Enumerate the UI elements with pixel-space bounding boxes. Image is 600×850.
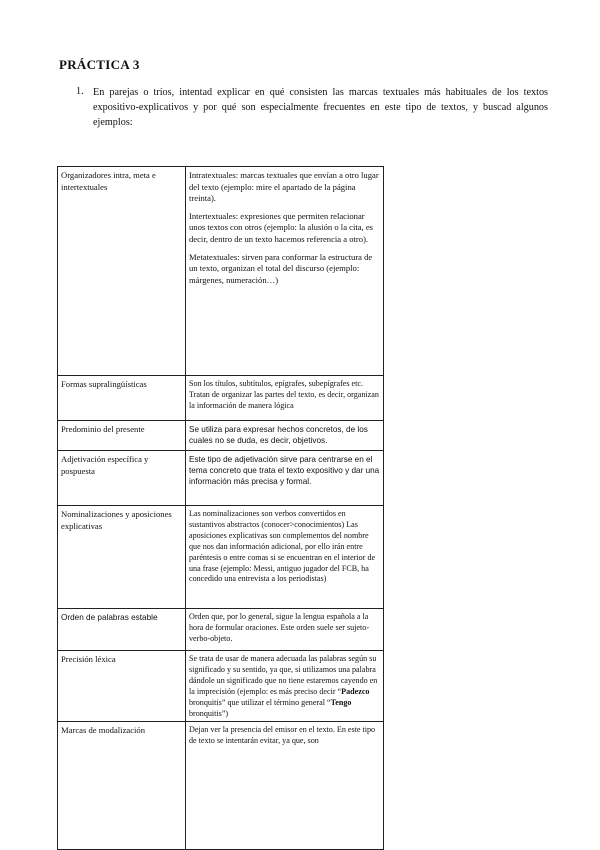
marks-table [57, 166, 384, 850]
table-row [58, 376, 384, 421]
term-cell: Formas supralingüísticas [58, 376, 186, 421]
definition-cell: Son los títulos, subtítulos, epígrafes, subepígrafes etc. Tratan de organizar las partes del texto, es decir, organizan la información de manera lógica [186, 376, 384, 421]
definition-cell: Se utiliza para expresar hechos concretos, de los cuales no se duda, es decir, objetivos. [186, 421, 384, 451]
definition-paragraph: Metatextuales: sirven para conformar la estructura de un texto, organizan el total del discurso (ejemplo: márgenes, numeración…) [189, 251, 373, 285]
question-text: En parejas o tríos, intentad explicar en qué consisten las marcas textuales más habituales de los textos expositivo-explicativos y por qué son especialmente frecuentes en este tipo de textos, y buscad algunos ejemplos: [93, 87, 548, 128]
definition-cell [186, 651, 384, 722]
table-row [58, 506, 384, 609]
table-row [58, 451, 384, 506]
table-row [58, 722, 384, 850]
term-cell: Orden de palabras estable [58, 609, 186, 651]
definition-cell: Este tipo de adjetivación sirve para centrarse en el tema concreto que trata el texto expositivo y dar una información más precisa y formal. [186, 451, 384, 506]
definition-cell: Orden que, por lo general, sigue la lengua española a la hora de formular oraciones. Este orden suele ser sujeto-verbo-objeto. [186, 609, 384, 651]
term-cell: Adjetivación específica y pospuesta [58, 451, 186, 506]
definition-cell [186, 167, 384, 376]
table-row [58, 609, 384, 651]
bold-word: Padezco [341, 686, 370, 696]
term-cell: Predominio del presente [58, 421, 186, 451]
table-row [58, 421, 384, 451]
bold-word: Tengo [330, 697, 352, 707]
definition-cell: Las nominalizaciones son verbos convertidos en sustantivos abstractos (conocer>conocimientos) Las aposiciones explicativas son complementos del nombre que nos dan información adicional, por ello irán entre paréntesis o entre comas si se encuentran en el interior de una frase (ejemplo: Messi, antiguo jugador del FCB, ha concedido una entrevista a los periodistas) [186, 506, 384, 609]
term-cell: Marcas de modalización [58, 722, 186, 850]
table-row [58, 167, 384, 376]
page-title: PRÁCTICA 3 [59, 57, 140, 72]
term-cell: Precisión léxica [58, 651, 186, 722]
definition-cell: Dejan ver la presencia del emisor en el texto. En este tipo de texto se intentarán evitar, ya que, son [186, 722, 384, 850]
definition-paragraph: Intertextuales: expresiones que permiten relacionar unos textos con otros (ejemplo: la alusión o la cita, es decir, dentro de un texto hacemos referencia a otro). [189, 210, 374, 244]
question-number: 1. [76, 86, 84, 97]
term-cell: Organizadores intra, meta e intertextuales [58, 167, 186, 376]
definition-text: Se trata de usar de manera adecuada las palabras según su significado y su sentido, ya que, si utilizamos una palabra dándole un significado que no tiene estaremos cayendo en la imprecisión (ejemplo: es más preciso decir “ [189, 654, 378, 696]
term-cell: Nominalizaciones y aposiciones explicativas [58, 506, 186, 609]
table-row [58, 651, 384, 722]
definition-text: bronquitis”) [189, 708, 229, 718]
definition-text: bronquitis” que utilizar el término general “ [189, 697, 331, 707]
definition-paragraph: Intratextuales: marcas textuales que envían a otro lugar del texto (ejemplo: mire el apartado de la página treinta). [189, 170, 379, 204]
